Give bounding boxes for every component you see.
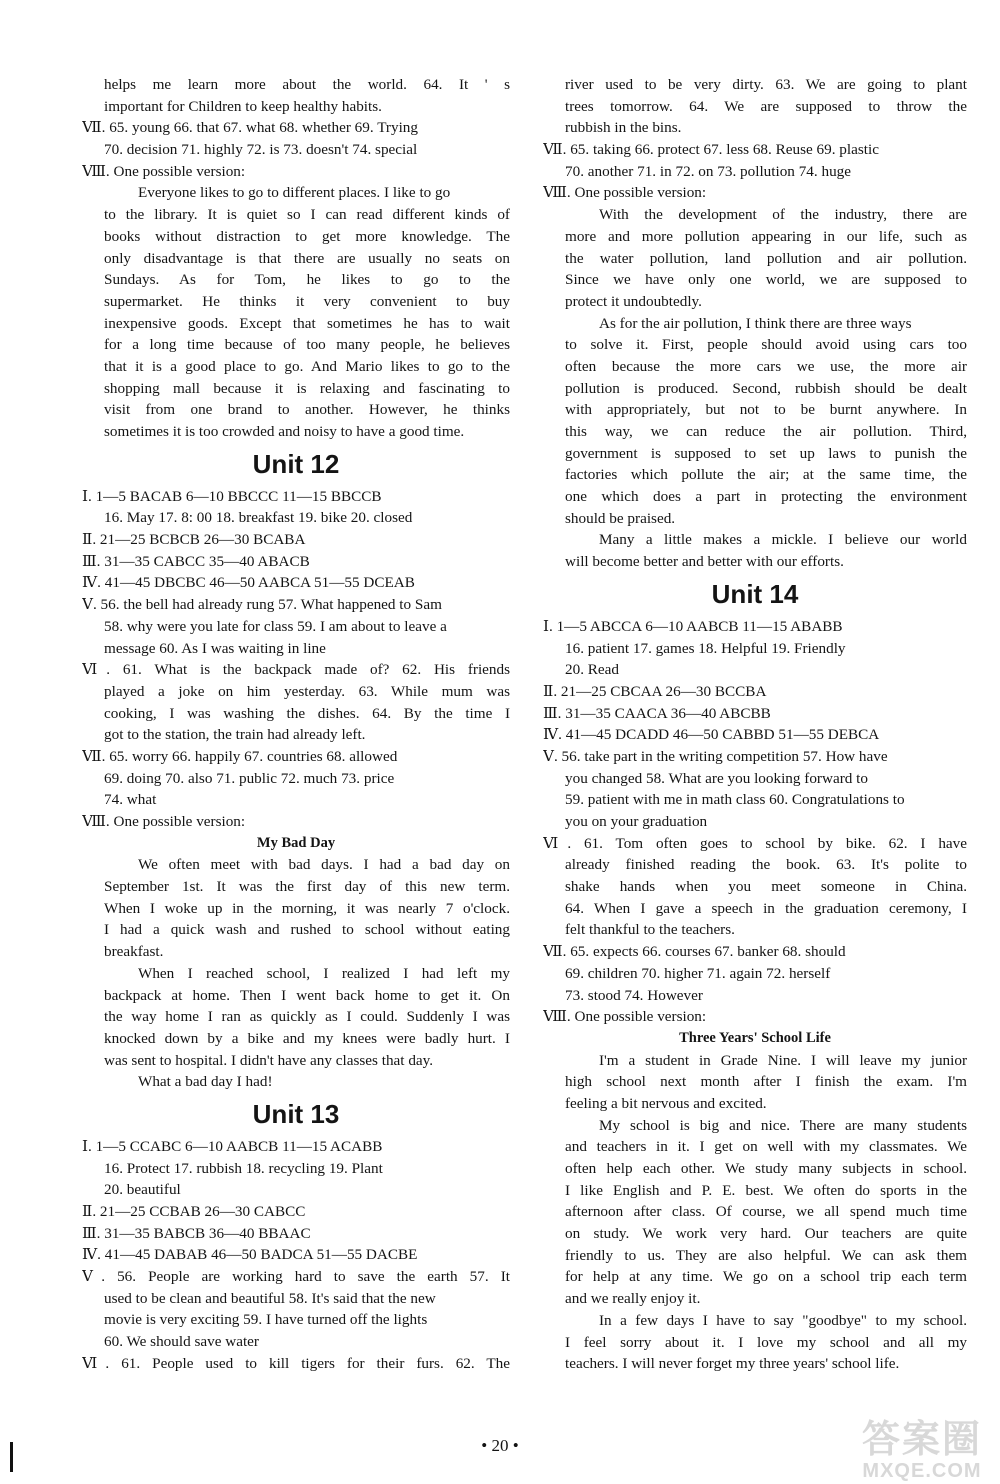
text-line: important for Children to keep healthy habits. — [104, 97, 382, 115]
text-line: Ⅷ. One possible version: — [82, 813, 246, 830]
text-line: felt thankful to the teachers. — [565, 921, 735, 939]
text-line: was sent to hospital. I didn't have any classes that day. — [104, 1051, 434, 1069]
text-line: to solve it. First, people should avoid using cars too — [565, 336, 967, 354]
text-line: trees tomorrow. 64. We are supposed to throw the — [565, 97, 967, 115]
text-line: and teachers in it. I get on well with my classmates. We — [565, 1138, 967, 1156]
text-line: the way home I ran as quickly as I could. Suddenly I was — [104, 1008, 510, 1026]
text-line: Ⅰ. 1—5 ABCCA 6—10 AABCB 11—15 ABABB — [543, 617, 843, 635]
text-line: Ⅲ. 31—35 BABCB 36—40 BBAAC — [82, 1224, 311, 1242]
text-line: 64. When I gave a speech in the graduation ceremony, I — [565, 899, 967, 917]
text-line: 20. beautiful — [104, 1181, 181, 1199]
text-line: 70. another 71. in 72. on 73. pollution 74. huge — [565, 162, 852, 180]
text-line: rubbish in the bins. — [565, 119, 682, 137]
text-line: In a few days I have to say "goodbye" to my school. — [599, 1311, 967, 1329]
unit-heading: Unit 13 — [252, 1098, 340, 1129]
text-line: Ⅱ. 21—25 BCBCB 26—30 BCABA — [82, 531, 306, 549]
text-line: Ⅳ. 41—45 DBCBC 46—50 AABCA 51—55 DCEAB — [82, 574, 415, 592]
text-line: supermarket. He thinks it very convenient to buy — [104, 292, 510, 310]
left-column — [82, 74, 510, 1375]
text-line: Ⅷ. One possible version: — [543, 1008, 707, 1026]
text-line: 16. Protect 17. rubbish 18. recycling 19. Plant — [104, 1159, 383, 1177]
text-line: September 1st. It was the first day of this new term. — [104, 878, 510, 896]
text-line: 16. May 17. 8: 00 18. breakfast 19. bike 20. closed — [104, 509, 413, 527]
text-line: Ⅴ. 56. People are working hard to save the earth 57. It — [82, 1268, 510, 1286]
text-line: should be praised. — [565, 509, 676, 527]
text-line: river used to be very dirty. 63. We are going to plant — [565, 76, 967, 93]
text-line: When I reached school, I realized I had left my — [138, 964, 510, 982]
text-line: Ⅶ. 65. expects 66. courses 67. banker 68. should — [543, 943, 846, 961]
text-line: played a joke on him yesterday. 63. While mum was — [104, 682, 510, 700]
text-line: Sundays. As for Tom, he likes to go to the — [104, 271, 510, 289]
text-line: afternoon after class. Of course, we all spend much time — [565, 1203, 967, 1221]
watermark — [862, 1420, 982, 1482]
text-line: 59. patient with me in math class 60. Congratulations to — [565, 791, 905, 809]
text-line: When I woke up in the morning, it was nearly 7 o'clock. — [104, 899, 510, 917]
text-line: pollution is produced. Second, rubbish should be dealt — [565, 379, 967, 397]
text-line: one which does a part in protecting the environment — [565, 488, 967, 506]
text-line: used to be clean and beautiful 58. It's said that the new — [104, 1289, 436, 1307]
text-line: shake hands when you meet someone in China. — [565, 878, 967, 896]
text-line: As for the air pollution, I think there are three ways — [599, 314, 912, 332]
text-line: breakfast. — [104, 943, 164, 961]
right-column — [543, 74, 967, 1375]
text-line: 74. what — [104, 791, 157, 809]
text-line: inexpensive goods. Except that sometimes he has to wait — [104, 314, 510, 332]
text-line: with appropriately, but not to be burnt anywhere. In — [565, 401, 967, 419]
text-line: 20. Read — [565, 661, 619, 679]
text-line: movie is very exciting 59. I have turned off the lights — [104, 1311, 428, 1329]
text-line: only disadvantage is that there are usually no seats on — [104, 249, 510, 267]
text-line: What a bad day I had! — [138, 1073, 273, 1091]
essay-title: My Bad Day — [256, 834, 336, 851]
text-line: Ⅷ. One possible version: — [82, 162, 246, 180]
text-line: already finished reading the book. 63. It's polite to — [565, 856, 967, 874]
text-line: that it is a good place to go. And Mario likes to go to the — [104, 357, 510, 375]
text-line: government is supposed to set up laws to punish the — [565, 444, 967, 462]
text-line: Many a little makes a mickle. I believe our world — [599, 531, 967, 549]
text-line: Ⅷ. One possible version: — [543, 184, 707, 202]
text-line: for a long time because of too many people, he believes — [104, 336, 510, 354]
text-line: teachers. I will never forget my three years' school life. — [565, 1355, 900, 1373]
text-line: Ⅶ. 65. worry 66. happily 67. countries 68. allowed — [82, 747, 398, 765]
text-line: factories which pollute the air; at the same time, the — [565, 466, 967, 484]
text-line: 60. We should save water — [104, 1333, 259, 1351]
essay-title: Three Years' School Life — [679, 1029, 831, 1046]
text-line: books without distraction to get more knowledge. The — [104, 227, 510, 245]
text-line: Ⅴ. 56. the bell had already rung 57. What happened to Sam — [82, 596, 442, 614]
text-line: and we really enjoy it. — [565, 1290, 701, 1308]
text-line: Ⅳ. 41—45 DCADD 46—50 CABBD 51—55 DEBCA — [543, 726, 880, 744]
text-line: cooking, I was washing the dishes. 64. By the time I — [104, 704, 510, 722]
text-line: this way, we can reduce the air pollution. Third, — [565, 423, 967, 440]
text-line: Ⅰ. 1—5 BACAB 6—10 BBCCC 11—15 BBCCB — [82, 487, 382, 505]
text-line: Everyone likes to go to different places. I like to go — [138, 184, 451, 202]
text-line: Ⅵ. 61. Tom often goes to school by bike. 62. I have — [543, 834, 967, 852]
text-line: Ⅶ. 65. young 66. that 67. what 68. whether 69. Trying — [82, 119, 418, 137]
watermark-site: MXQE.COM — [862, 1460, 982, 1482]
text-line: We often meet with bad days. I had a bad day on — [138, 856, 510, 874]
text-line: got to the station, the train had already left. — [104, 726, 366, 744]
text-line: sometimes it is too crowded and noisy to have a good time. — [104, 423, 465, 440]
text-line: high school next month after I finish the exam. I'm — [565, 1073, 967, 1091]
text-line: backpack at home. Then I went back home to get it. On — [104, 986, 510, 1004]
text-line: 69. doing 70. also 71. public 72. much 73. price — [104, 769, 395, 787]
text-line: message 60. As I was waiting in line — [104, 639, 326, 657]
text-line: 73. stood 74. However — [565, 986, 703, 1004]
text-line: you changed 58. What are you looking forward to — [565, 769, 868, 787]
text-line: Ⅱ. 21—25 CCBAB 26—30 CABCC — [82, 1203, 306, 1220]
text-line: Ⅳ. 41—45 DABAB 46—50 BADCA 51—55 DACBE — [82, 1246, 418, 1264]
text-line: My school is big and nice. There are many students — [599, 1116, 967, 1134]
text-line: you on your graduation — [565, 813, 708, 830]
text-line: on study. We work very hard. Our teachers are quite — [565, 1225, 967, 1243]
text-line: I feel sorry about it. I love my school and all my — [565, 1333, 967, 1351]
text-line: Ⅲ. 31—35 CABCC 35—40 ABACB — [82, 552, 310, 570]
text-line: shopping mall because it is relaxing and fascinating to — [104, 379, 510, 397]
text-line: Ⅴ. 56. take part in the writing competition 57. How have — [543, 747, 888, 765]
text-line: the water pollution, land pollution and air pollution. — [565, 249, 967, 267]
text-line: friendly to us. They are also helpful. We can ask them — [565, 1246, 967, 1264]
unit-heading: Unit 12 — [252, 448, 340, 479]
text-line: helps me learn more about the world. 64. It ' s — [104, 76, 510, 93]
text-line: Ⅶ. 65. taking 66. protect 67. less 68. Reuse 69. plastic — [543, 141, 879, 159]
page-number: • 20 • — [481, 1436, 519, 1455]
text-line: 58. why were you late for class 59. I am about to leave a — [104, 617, 447, 635]
text-line: feeling a bit nervous and excited. — [565, 1094, 767, 1112]
text-line: I'm a student in Grade Nine. I will leave my junior — [599, 1051, 967, 1069]
text-line: will become better and better with our efforts. — [565, 553, 844, 571]
text-line: Ⅵ. 61. What is the backpack made of? 62. His friends — [82, 661, 510, 679]
text-line: knocked down by a bike and my knees were badly hurt. I — [104, 1029, 510, 1047]
watermark-logo: 答案圈 — [861, 1419, 982, 1461]
unit-heading: Unit 14 — [711, 578, 799, 609]
text-line: to the library. It is quiet so I can read different kinds of — [104, 206, 510, 224]
text-line: 70. decision 71. highly 72. is 73. doesn't 74. special — [104, 141, 418, 159]
text-line: Ⅱ. 21—25 CBCAA 26—30 BCCBA — [543, 682, 767, 700]
text-line: visit from one brand to another. However, he thinks — [104, 401, 510, 419]
text-line: 16. patient 17. games 18. Helpful 19. Friendly — [565, 639, 846, 657]
text-line: Ⅲ. 31—35 CAACA 36—40 ABCBB — [543, 704, 771, 722]
text-line: often because the more cars we use, the more air — [565, 357, 967, 375]
text-line: 69. children 70. higher 71. again 72. herself — [565, 964, 831, 982]
text-line: often help each other. We study many subjects in school. — [565, 1160, 967, 1177]
text-line: With the development of the industry, there are — [599, 206, 967, 224]
text-line: for help at any time. We go on a school trip each term — [565, 1268, 967, 1286]
text-line: protect it undoubtedly. — [565, 292, 702, 310]
text-line: Since we have only one world, we are supposed to — [565, 271, 967, 289]
text-line: I like English and P. E. best. We often do sports in the — [565, 1181, 967, 1199]
text-line: Ⅵ. 61. People used to kill tigers for their furs. 62. The — [82, 1354, 510, 1372]
text-line: more and more pollution appearing in our life, such as — [565, 227, 967, 245]
margin-mark — [10, 1442, 13, 1472]
text-line: I had a quick wash and rushed to school without eating — [104, 921, 510, 939]
text-line: Ⅰ. 1—5 CCABC 6—10 AABCB 11—15 ACABB — [82, 1137, 383, 1155]
